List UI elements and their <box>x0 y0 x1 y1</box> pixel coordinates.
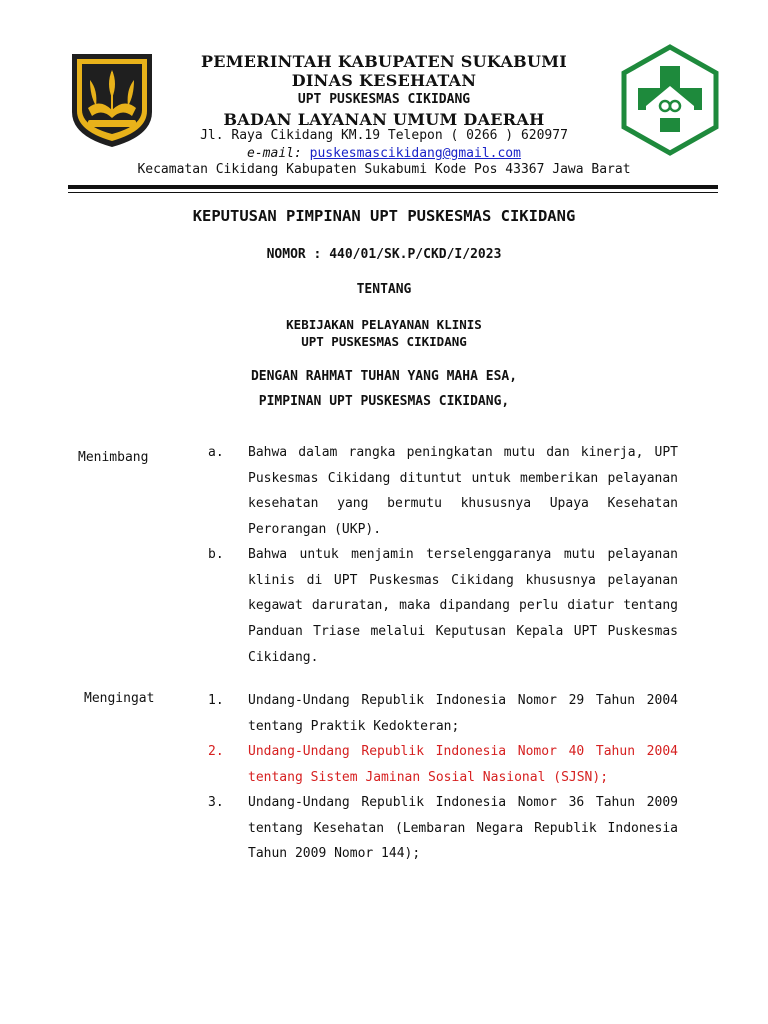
menimbang-label: Menimbang <box>78 450 149 465</box>
letterhead-agency: BADAN LAYANAN UMUM DAERAH <box>223 110 545 129</box>
menimbang-item <box>208 440 678 543</box>
letterhead-divider-thick <box>68 185 718 189</box>
email-label: e-mail: <box>247 146 302 161</box>
letterhead-divider-thin <box>68 192 718 193</box>
mengingat-label: Mengingat <box>84 691 155 706</box>
item-marker: b. <box>208 547 224 562</box>
letterhead-department: DINAS KESEHATAN <box>291 71 477 90</box>
item-text: Undang-Undang Republik Indonesia Nomor 40 Tahun 2004 tentang Sistem Jaminan Sosial Nasional (SJSN); <box>248 744 678 785</box>
mengingat-item <box>208 790 678 867</box>
letterhead-address: Jl. Raya Cikidang KM.19 Telepon ( 0266 ) 620977 <box>200 128 568 143</box>
document-number: NOMOR : 440/01/SK.P/CKD/I/2023 <box>266 247 502 262</box>
item-marker: 1. <box>208 693 224 708</box>
document-subject-line-1: KEBIJAKAN PELAYANAN KLINIS <box>286 317 482 332</box>
mengingat-item-revised <box>208 739 678 790</box>
document-greeting-line-2: PIMPINAN UPT PUSKESMAS CIKIDANG, <box>258 394 510 409</box>
item-marker: 2. <box>208 744 224 759</box>
item-text: Bahwa dalam rangka peningkatan mutu dan kinerja, UPT Puskesmas Cikidang dituntut untuk memberikan pelayanan kesehatan yang bermutu khususnya Upaya Kesehatan Perorangan (UKP). <box>248 445 678 538</box>
letterhead-government: PEMERINTAH KABUPATEN SUKABUMI <box>200 52 568 71</box>
item-text: Bahwa untuk menjamin terselenggaranya mutu pelayanan klinis di UPT Puskesmas Cikidang khususnya pelayanan kegawat daruratan, maka dipandang perlu diatur tentang Panduan Triase melalui Keputusan Kepala UPT Puskesmas Cikidang. <box>248 547 678 665</box>
letterhead-location: Kecamatan Cikidang Kabupaten Sukabumi Kode Pos 43367 Jawa Barat <box>137 162 631 177</box>
document-title: KEPUTUSAN PIMPINAN UPT PUSKESMAS CIKIDANG <box>192 207 576 225</box>
document-tentang: TENTANG <box>356 282 412 297</box>
letterhead-unit: UPT PUSKESMAS CIKIDANG <box>297 92 471 107</box>
document-greeting-line-1: DENGAN RAHMAT TUHAN YANG MAHA ESA, <box>250 369 518 384</box>
item-text: Undang-Undang Republik Indonesia Nomor 29 Tahun 2004 tentang Praktik Kedokteran; <box>248 693 678 734</box>
item-marker: a. <box>208 445 224 460</box>
mengingat-item <box>208 688 678 739</box>
email-link[interactable]: puskesmascikidang@gmail.com <box>309 146 521 161</box>
item-text: Undang-Undang Republik Indonesia Nomor 36 Tahun 2009 tentang Kesehatan (Lembaran Negara Republik Indonesia Tahun 2009 Nomor 144); <box>248 795 678 862</box>
letterhead-email-line <box>0 146 768 161</box>
item-marker: 3. <box>208 795 224 810</box>
menimbang-item <box>208 542 678 671</box>
document-subject-line-2: UPT PUSKESMAS CIKIDANG <box>301 334 467 349</box>
